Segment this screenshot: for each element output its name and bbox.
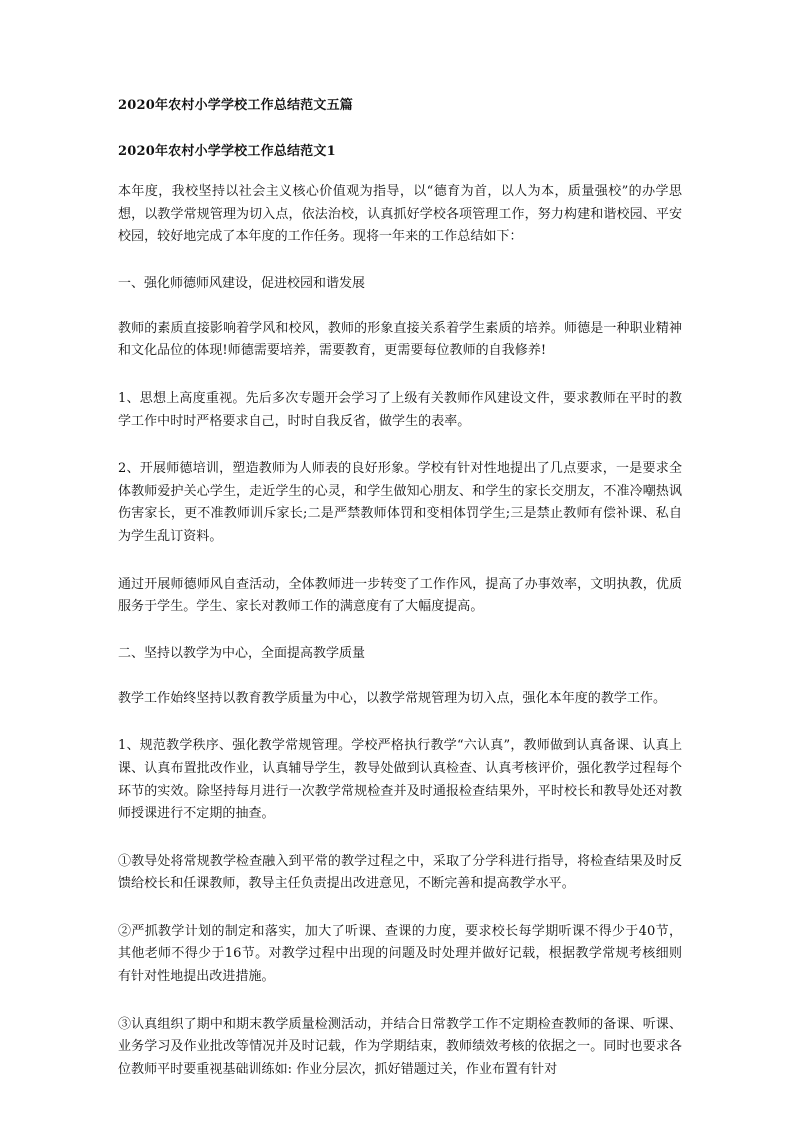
paragraph-ethics-result: 通过开展师德师风自查活动，全体教师进一步转变了工作作风，提高了办事效率，文明执教，优质服务于学生。学生、家长对教师工作的满意度有了大幅度提高。 bbox=[118, 576, 682, 615]
intro-paragraph: 本年度，我校坚持以社会主义核心价值观为指导，以“德育为首，以人为本，质量强校”的办学思想，以教学常规管理为切入点，依法治校，认真抓好学校各项管理工作，努力构建和谐校园、平安校园，较好地完成了本年度的工作任务。现将一年来的工作总结如下： bbox=[118, 184, 682, 245]
paragraph-teaching-point-1: 1、规范教学秩序、强化教学常规管理。学校严格执行教学“六认真”，教师做到认真备课、认真上课、认真布置批改作业，认真辅导学生，教导处做到认真检查、认真考核评价，强化教学过程每个环节的实效。除坚持每月进行一次教学常规检查并及时通报检查结果外，平时校长和教导处还对教师授课进行不定期的抽查。 bbox=[118, 738, 682, 822]
section-heading-2: 二、坚持以教学为中心，全面提高教学质量 bbox=[118, 645, 366, 661]
document-page bbox=[118, 96, 682, 1104]
paragraph-teaching-subpoint-1: ①教导处将常规教学检查融入到平常的教学过程之中，采取了分学科进行指导，将检查结果及时反馈给校长和任课教师，教导主任负责提出改进意见，不断完善和提高教学水平。 bbox=[118, 853, 682, 892]
paragraph-ethics-point-1: 1、思想上高度重视。先后多次专题开会学习了上级有关教师作风建设文件，要求教师在平时的教学工作中时时严格要求自己，时时自我反省，做学生的表率。 bbox=[118, 390, 682, 429]
paragraph-ethics-point-2: 2、开展师德培训，塑造教师为人师表的良好形象。学校有针对性地提出了几点要求，一是要求全体教师爱护关心学生，走近学生的心灵，和学生做知心朋友、和学生的家长交朋友，不准冷嘲热讽伤害家长，更不准教师训斥家长;二是严禁教师体罚和变相体罚学生;三是禁止教师有偿补课、私自为学生乱订资料。 bbox=[118, 461, 682, 544]
document-title: 2020年农村小学学校工作总结范文五篇 bbox=[118, 98, 353, 113]
section-heading-1: 一、强化师德师风建设，促进校园和谐发展 bbox=[118, 275, 366, 291]
section-title: 2020年农村小学学校工作总结范文1 bbox=[118, 144, 336, 159]
paragraph-teaching-intro: 教学工作始终坚持以教育教学质量为中心，以教学常规管理为切入点，强化本年度的教学工作。 bbox=[118, 690, 667, 706]
paragraph-ethics-intro: 教师的素质直接影响着学风和校风，教师的形象直接关系着学生素质的培养。师德是一种职业精神和文化品位的体现!师德需要培养，需要教育，更需要每位教师的自我修养! bbox=[118, 320, 682, 359]
paragraph-teaching-subpoint-2: ②严抓教学计划的制定和落实，加大了听课、查课的力度，要求校长每学期听课不得少于40节，其他老师不得少于16节。对教学过程中出现的问题及时处理并做好记载，根据教学常规考核细则有针对性地提出改进措施。 bbox=[118, 923, 682, 985]
paragraph-teaching-subpoint-3: ③认真组织了期中和期末教学质量检测活动，并结合日常教学工作不定期检查教师的备课、听课、业务学习及作业批改等情况并及时记载，作为学期结束，教师绩效考核的依据之一。同时也要求各位教师平时要重视基础训练如: 作业分层次，抓好错题过关，作业布置有针对 bbox=[118, 1016, 682, 1077]
